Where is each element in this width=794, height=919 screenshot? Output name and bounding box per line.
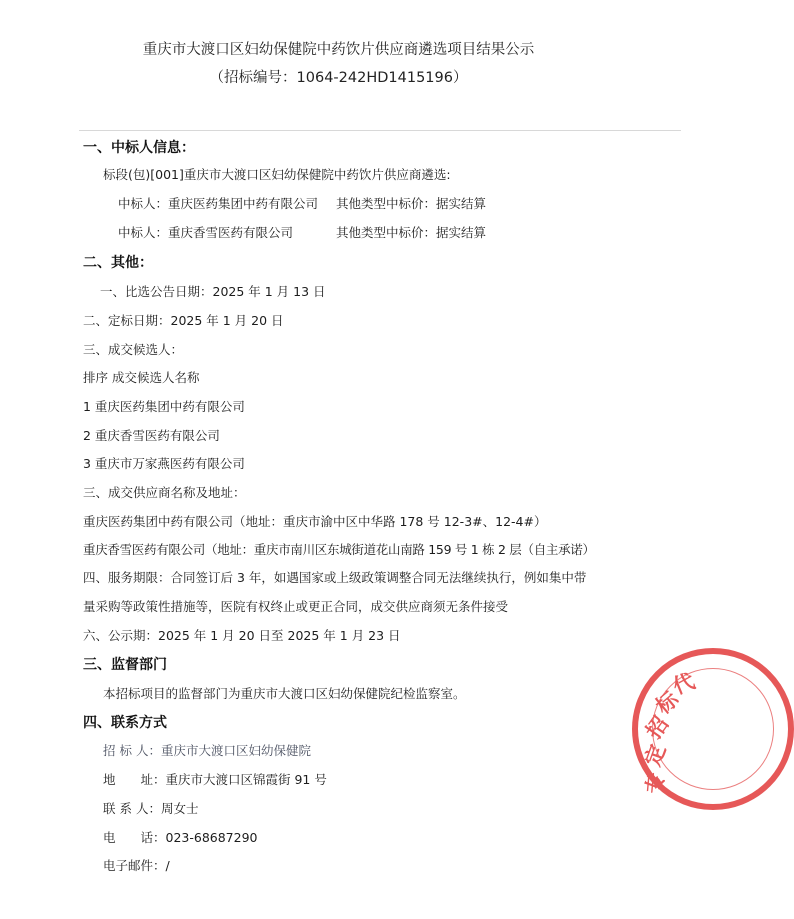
candidate-row: 3 重庆市万家燕医药有限公司 [83, 456, 245, 471]
service-period-line1: 四、服务期限：合同签订后 3 年，如遇国家或上级政策调整合同无法继续执行，例如集中带 [83, 570, 587, 585]
candidates-heading: 三、成交候选人： [83, 342, 184, 357]
seal-char: 代 [669, 667, 699, 699]
seal-char: 招 [640, 711, 674, 744]
announce-date: 一、比选公告日期：2025 年 1 月 13 日 [100, 284, 326, 299]
winner-2-name: 中标人：重庆香雪医药有限公司 [118, 225, 294, 240]
seal-char: 定 [639, 741, 671, 770]
winner-1-price: 其他类型中标价：据实结算 [336, 196, 487, 211]
contact-tenderer: 招 标 人：重庆市大渡口区妇幼保健院 [103, 743, 311, 758]
supplier-address: 重庆医药集团中药有限公司（地址：重庆市渝中区中华路 178 号 12-3#、12-4#） [83, 514, 547, 529]
tender-number: （招标编号：1064-242HD1415196） [209, 70, 468, 86]
candidates-table-header: 排序 成交候选人名称 [83, 370, 200, 385]
lot-description: 标段(包)[001]重庆市大渡口区妇幼保健院中药饮片供应商遴选: [103, 167, 451, 182]
section4-heading: 四、联系方式 [83, 715, 167, 731]
section3-heading: 三、监督部门 [83, 657, 167, 673]
official-seal [632, 648, 794, 810]
divider [79, 130, 681, 131]
decide-date: 二、定标日期：2025 年 1 月 20 日 [83, 313, 284, 328]
section2-heading: 二、其他： [83, 255, 153, 271]
contact-email: 电子邮件：/ [103, 858, 170, 873]
winner-2-price: 其他类型中标价：据实结算 [336, 225, 487, 240]
contact-person: 联 系 人：周女士 [103, 801, 199, 816]
seal-char: 标 [650, 686, 683, 719]
winner-1-name: 中标人：重庆医药集团中药有限公司 [118, 196, 319, 211]
supplier-heading: 三、成交供应商名称及地址： [83, 485, 246, 500]
contact-phone: 电 话：023-68687290 [103, 830, 258, 845]
contact-address: 地 址：重庆市大渡口区锦霞街 91 号 [103, 772, 327, 787]
document-title: 重庆市大渡口区妇幼保健院中药饮片供应商遴选项目结果公示 [142, 42, 535, 58]
service-period-line2: 量采购等政策性措施等，医院有权终止或更正合同，成交供应商须无条件接受 [83, 599, 509, 614]
candidate-row: 1 重庆医药集团中药有限公司 [83, 399, 245, 414]
supplier-address: 重庆香雪医药有限公司（地址：重庆市南川区东城街道花山南路 159 号 1 栋 2 层（自主承诺） [83, 542, 595, 557]
publicity-period: 六、公示期：2025 年 1 月 20 日至 2025 年 1 月 23 日 [83, 628, 401, 643]
candidate-row: 2 重庆香雪医药有限公司 [83, 428, 220, 443]
section1-heading: 一、中标人信息： [83, 140, 195, 156]
seal-char: 专 [641, 771, 669, 795]
supervision-text: 本招标项目的监督部门为重庆市大渡口区妇幼保健院纪检监察室。 [103, 686, 466, 701]
